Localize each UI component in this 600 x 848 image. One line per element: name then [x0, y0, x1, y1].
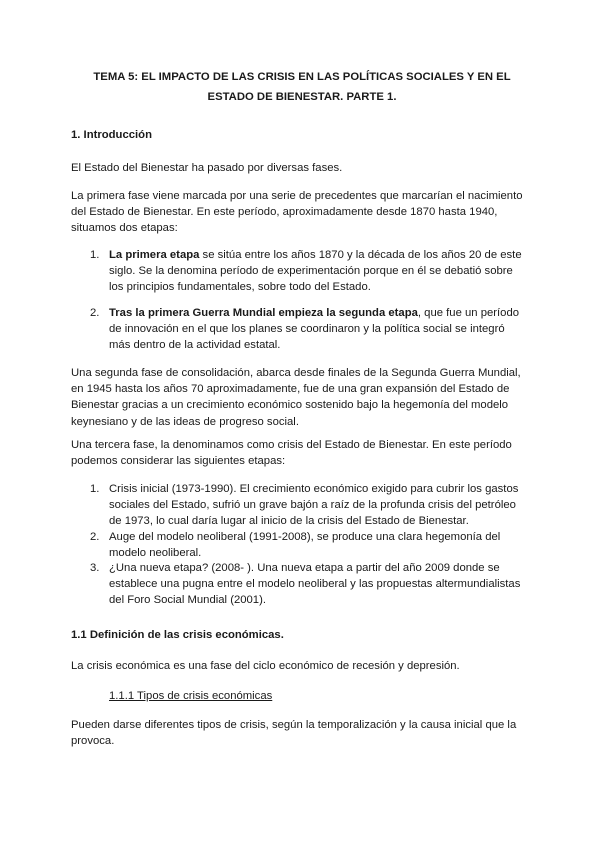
section-heading-introduccion: 1. Introducción [71, 129, 152, 141]
list-text: Crisis inicial (1973-1990). El crecimiento económico exigido para cubrir los gastos sociales del Estado, sufrió un grave bajón a raíz de la profunda crisis del petróleo de 1973, lo cual daría lugar al inicio de la crisis del Estado de Bienestar. [109, 483, 519, 528]
paragraph-definicion: La crisis económica es una fase del ciclo económico de recesión y depresión. [71, 660, 460, 672]
list-bold-text: La primera etapa [109, 249, 200, 261]
section-heading-definicion: 1.1 Definición de las crisis económicas. [71, 629, 284, 641]
list-text [109, 247, 527, 296]
title-line-1: TEMA 5: EL IMPACTO DE LAS CRISIS EN LAS POLÍTICAS SOCIALES Y EN EL [93, 71, 511, 83]
list-text: ¿Una nueva etapa? (2008- ). Una nueva etapa a partir del año 2009 donde se establece una pugna entre el modelo neoliberal y las propuestas altermundialistas del Foro Social Mundial (2001). [109, 562, 521, 607]
subsection-heading-tipos: 1.1.1 Tipos de crisis económicas [109, 690, 273, 702]
list-rest-text: se sitúa entre los años 1870 y la década de los años 20 de este siglo. Se la denomina período de experimentación porque en él se debatió sobre los principios fundamentales, sobre todo del Estado. [109, 249, 522, 294]
paragraph-segunda-fase: Una segunda fase de consolidación, abarca desde finales de la Segunda Guerra Mundial, en 1945 hasta los años 70 aproximadamente, fue de una gran expansión del Estado de Bienestar gracias a un crecimiento económico sostenido bajo la hegemonía del modelo keynesiano y de las ideas de progreso social. [71, 367, 521, 428]
list-number: 2. [90, 531, 100, 543]
list-text [109, 305, 527, 354]
title-line-2: ESTADO DE BIENESTAR. PARTE 1. [207, 91, 397, 103]
list-number: 1. [90, 483, 100, 495]
list-text: Auge del modelo neoliberal (1991-2008), se produce una clara hegemonía del modelo neoliberal. [109, 531, 501, 560]
list-bold-text: Tras la primera Guerra Mundial empieza la segunda etapa [109, 307, 418, 319]
list-number: 2. [90, 307, 100, 319]
list-number: 1. [90, 249, 100, 261]
list-number: 3. [90, 562, 100, 574]
paragraph-intro: El Estado del Bienestar ha pasado por diversas fases. [71, 162, 343, 174]
list-rest-text: , que fue un período de innovación en el que los planes se coordinaron y la política social se integró más dentro de la actividad estatal. [109, 307, 520, 352]
paragraph-tipos: Pueden darse diferentes tipos de crisis, según la temporalización y la causa inicial que la provoca. [71, 719, 517, 748]
paragraph-tercera-fase: Una tercera fase, la denominamos como crisis del Estado de Bienestar. En este período podemos considerar las siguientes etapas: [71, 439, 512, 468]
paragraph-primera-fase: La primera fase viene marcada por una serie de precedentes que marcarían el nacimiento del Estado de Bienestar. En este período, aproximadamente desde 1870 hasta 1940, situamos dos etapas: [71, 190, 523, 235]
document-title [71, 67, 533, 107]
